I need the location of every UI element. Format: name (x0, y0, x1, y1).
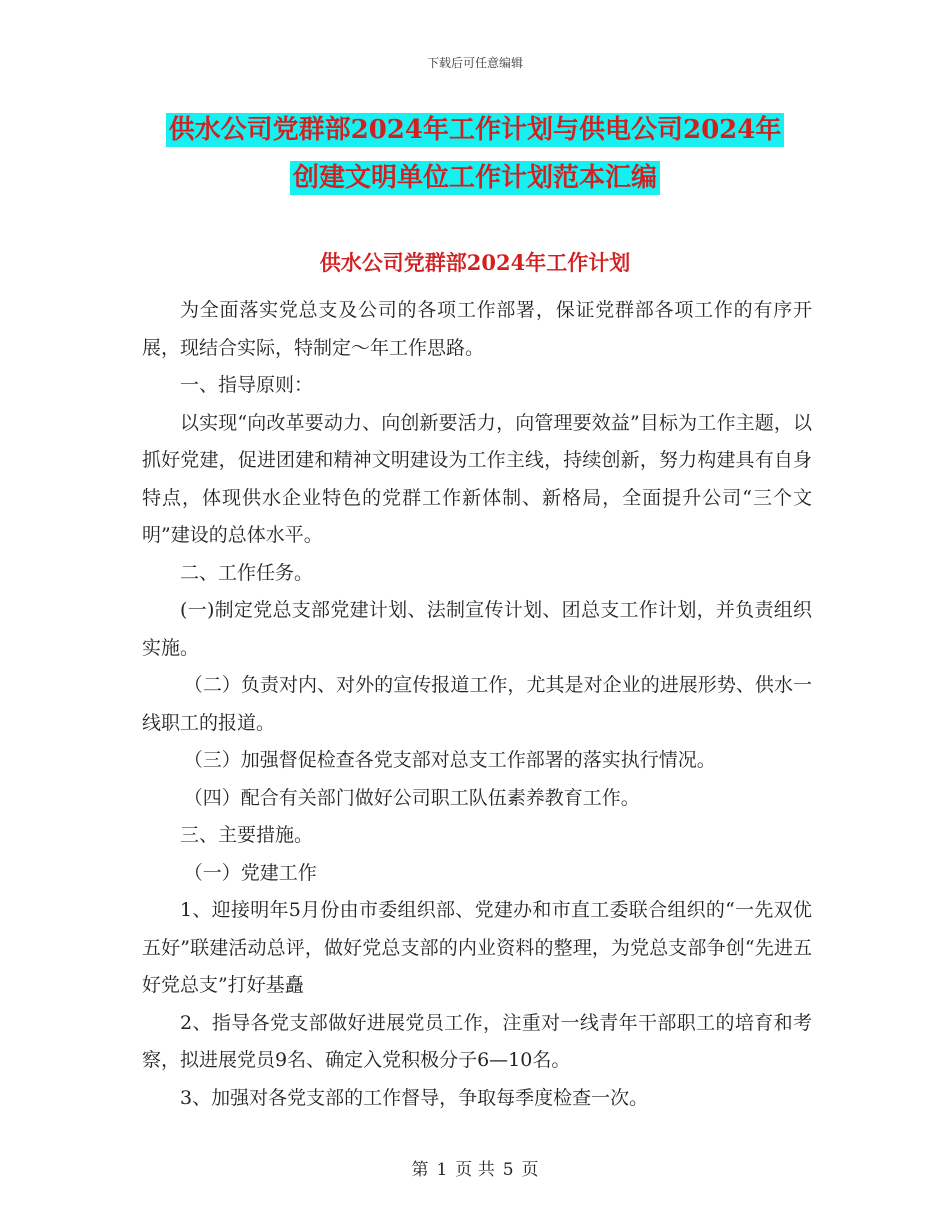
footer-total-pages: 5 (502, 1160, 514, 1180)
paragraph-task-2: （二）负责对内、对外的宣传报道工作，尤其是对企业的进展形势、供水一线职工的报道。 (142, 674, 812, 734)
footer-current-page: 1 (436, 1160, 448, 1180)
footer-suffix: 页 (521, 1160, 539, 1180)
document-title (150, 106, 800, 202)
paragraph-principles: 以实现“向改革要动力、向创新要活力，向管理要效益”目标为工作主题，以抓好党建，促进团建和精神文明建设为工作主线，持续创新，努力构建具有自身特点，体现供水企业特色的党群工作新体制、新格局，全面提升公司“三个文明”建设的总体水平。 (142, 411, 812, 546)
paragraph-measure-2: 2、指导各党支部做好进展党员工作，注重对一线青年干部职工的培育和考察，拟进展党员9名、确定入党积极分子6—10名。 (142, 1011, 812, 1071)
header-note: 下载后可任意编辑 (426, 56, 523, 70)
document-body (142, 292, 812, 1117)
heading-main-measures: 三、主要措施。 (180, 824, 314, 846)
paragraph-task-4: （四）配合有关部门做好公司职工队伍素养教育工作。 (183, 786, 640, 809)
page-footer (0, 1155, 950, 1180)
heading-guiding-principles: 一、指导原则： (180, 374, 314, 396)
document-title-line-1: 供水公司党群部2024年工作计划与供电公司2024年 (166, 113, 785, 147)
section-title: 供水公司党群部2024年工作计划 (319, 250, 631, 275)
paragraph-task-1: (一)制定党总支部党建计划、法制宣传计划、团总支工作计划，并负责组织实施。 (142, 599, 812, 659)
document-title-line-2: 创建文明单位工作计划范本汇编 (290, 161, 660, 195)
footer-prefix: 第 (411, 1160, 429, 1180)
paragraph-task-3: （三）加强督促检查各党支部对总支工作部署的落实执行情况。 (183, 749, 716, 771)
heading-work-tasks: 二、工作任务。 (180, 561, 314, 584)
paragraph-measure-1: 1、迎接明年5月份由市委组织部、党建办和市直工委联合组织的“一先双优五好”联建活动总评，做好党总支部的内业资料的整理，为党总支部争创“先进五好党总支”打好基矗 (142, 899, 812, 996)
heading-party-building: （一）党建工作 (183, 861, 317, 884)
paragraph-measure-3: 3、加强对各党支部的工作督导，争取每季度检查一次。 (180, 1086, 649, 1109)
footer-middle: 页 共 (455, 1160, 495, 1180)
paragraph-intro: 为全面落实党总支及公司的各项工作部署，保证党群部各项工作的有序开展，现结合实际，特制定～年工作思路。 (142, 299, 812, 359)
